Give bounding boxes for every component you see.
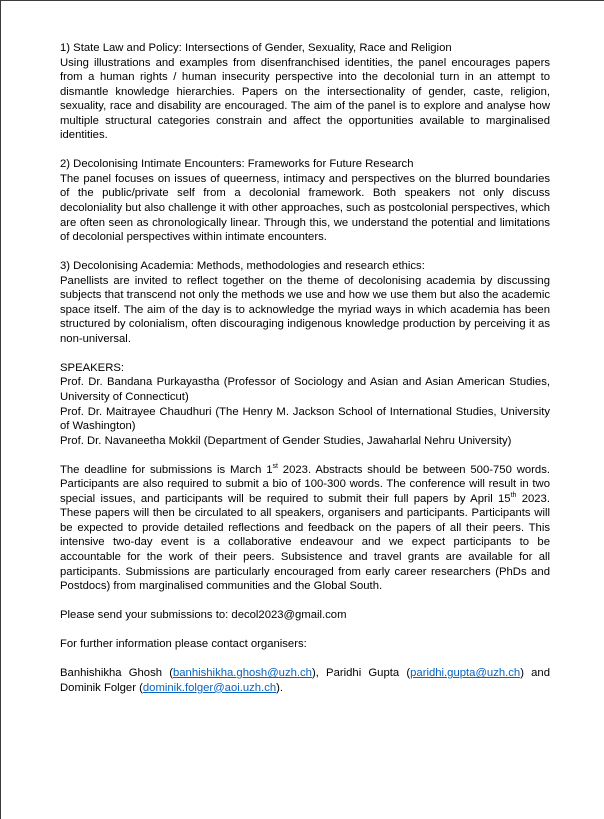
document-text-body — [60, 41, 550, 695]
speaker-entry-2: Prof. Dr. Maitrayee Chaudhuri (The Henry M. Jackson School of International Studies, University of Washington) — [60, 405, 550, 433]
ordinal-suffix-april: th — [510, 492, 517, 499]
deadline-paragraph — [60, 463, 550, 594]
organiser-line-end: ). — [276, 681, 284, 694]
organiser-separator-1: ), Paridhi Gupta ( — [311, 667, 411, 680]
deadline-text-part-3: 2023. These papers will then be circulated to all speakers, organisers and participants. Participants will be expected to provide detailed reflections and feedback on the papers of all their peers. This intensive two-day event is a collaborative endeavour and we expect participants to be accountable for the work of their peers. Subsistence and travel grants are available for all participants. Submissions are particularly encouraged from early career researchers (PhDs and Postdocs) from marginalised communities and the Global South. — [60, 492, 550, 593]
speaker-entry-3: Prof. Dr. Navaneetha Mokkil (Department of Gender Studies, Jawaharlal Nehru University) — [60, 434, 512, 447]
panel-block-3 — [60, 259, 550, 346]
organiser-separator-2: ) and Dominik Folger ( — [60, 667, 551, 694]
speakers-block — [60, 361, 550, 448]
panel-1-body: Using illustrations and examples from disenfranchised identities, the panel encourages papers from a human rights / human insecurity perspective into the decolonial turn in an attempt to dismantle knowledge hierarchies. Papers on the intersectionality of gender, caste, religion, sexuality, race and disability are encouraged. The aim of the panel is to explore and analyse how multiple structural categories constrain and affect the opportunities available to marginalised identities. — [60, 56, 550, 142]
panel-1-heading: 1) State Law and Policy: Intersections of Gender, Sexuality, Race and Religion — [60, 42, 452, 54]
speakers-heading: SPEAKERS: — [60, 361, 125, 374]
email-link-dominik[interactable]: dominik.folger@aoi.uzh.ch — [142, 681, 277, 694]
panel-2-heading: 2) Decolonising Intimate Encounters: Frameworks for Future Research — [60, 158, 414, 171]
panel-3-heading: 3) Decolonising Academia: Methods, methodologies and research ethics: — [60, 260, 425, 273]
email-link-paridhi[interactable]: paridhi.gupta@uzh.ch — [410, 667, 521, 680]
deadline-text-part-2: 2023. Abstracts should be between 500-750 words. Participants are also required to submit a bio of 100-300 words. The conference will result in two special issues, and participants will be required to submit their full papers by April 15 — [60, 463, 550, 505]
panel-3-body: Panellists are invited to reflect together on the theme of decolonising academia by discussing subjects that transcend not only the methods we use and how we use them but also the academic space itself. The aim of the day is to acknowledge the myriad ways in which academia has been structured by colonialism, often discouraging indigenous knowledge production by perceiving it as non-universal. — [60, 274, 550, 345]
submissions-line: Please send your submissions to: decol2023@gmail.com — [60, 609, 347, 622]
email-link-banhishikha[interactable]: banhishikha.ghosh@uzh.ch — [172, 667, 312, 680]
organiser-name-1: Banhishikha Ghosh ( — [60, 667, 173, 680]
speaker-entry-1: Prof. Dr. Bandana Purkayastha (Professor of Sociology and Asian and Asian American Studies, University of Connecticut) — [60, 376, 550, 403]
deadline-text-part-1: The deadline for submissions is March 1 — [60, 463, 273, 476]
contact-intro: For further information please contact organisers: — [60, 638, 307, 651]
organisers-line — [60, 666, 550, 695]
panel-2-body: The panel focuses on issues of queerness, intimacy and perspectives on the blurred boundaries of the public/private self from a decolonial framework. Both speakers not only discuss decoloniality but also challenge it with other approaches, such as postcolonial perspectives, which are often seen as chronologically linear. Through this, we understand the potential and limitations of decolonial perspectives within intimate encounters. — [60, 172, 550, 244]
panel-block-1 — [60, 41, 550, 143]
ordinal-suffix-march: st — [272, 462, 278, 470]
panel-block-2 — [60, 157, 550, 244]
